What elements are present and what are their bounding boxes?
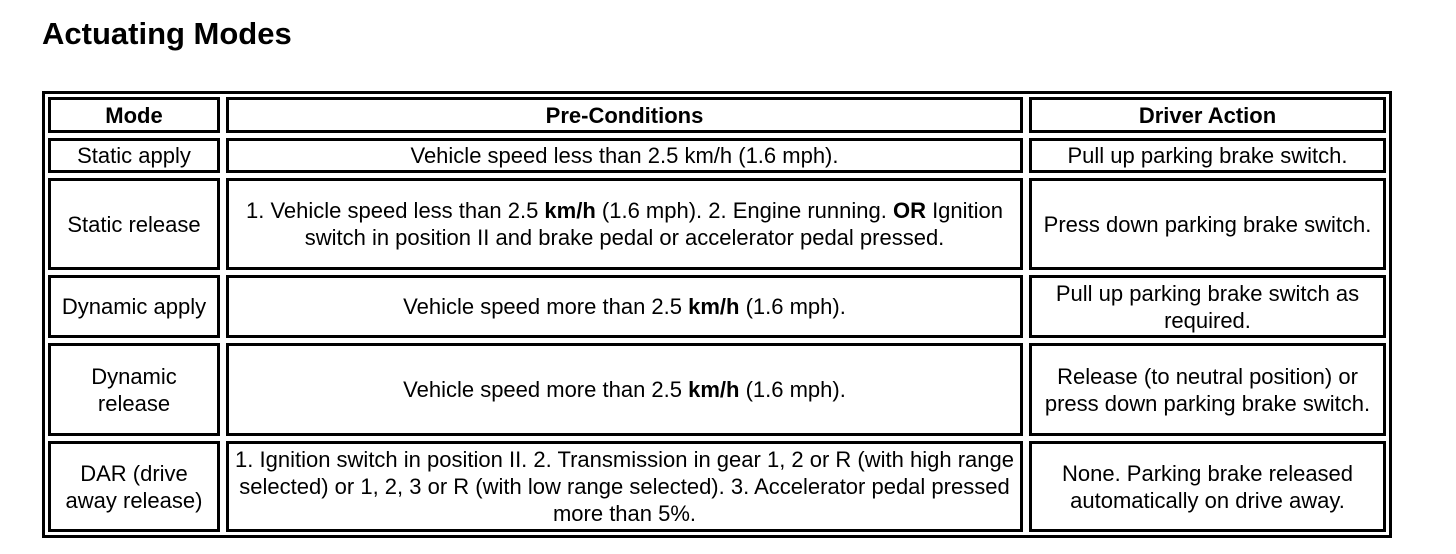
mode-cell: Dynamic release	[48, 343, 220, 436]
mode-cell: Static release	[48, 178, 220, 270]
or-text: OR	[892, 198, 926, 223]
pre-conditions-text: Vehicle speed more than 2.5	[403, 294, 689, 319]
header-driver-action: Driver Action	[1029, 97, 1386, 133]
pre-conditions-text: Vehicle speed more than 2.5	[403, 377, 689, 402]
pre-conditions-cell	[226, 275, 1023, 338]
driver-action-cell: Release (to neutral position) or press down parking brake switch.	[1029, 343, 1386, 436]
table-row	[48, 441, 1386, 532]
pre-conditions-text: (1.6 mph).	[739, 294, 846, 319]
pre-conditions-cell: 1. Ignition switch in position II. 2. Transmission in gear 1, 2 or R (with high range selected) or 1, 2, 3 or R (with low range selected). 3. Accelerator pedal pressed more than 5%.	[226, 441, 1023, 532]
mode-cell: Dynamic apply	[48, 275, 220, 338]
table-header-row	[48, 97, 1386, 133]
page-title: Actuating Modes	[42, 16, 292, 51]
pre-conditions-text: Ignition switch in position II and brake pedal or accelerator pedal pressed.	[304, 198, 1004, 250]
driver-action-cell: Pull up parking brake switch as required.	[1029, 275, 1386, 338]
pre-conditions-text: (1.6 mph). 2. Engine running.	[595, 198, 893, 223]
unit-text: km/h	[688, 294, 740, 319]
unit-text: km/h	[688, 377, 740, 402]
actuating-modes-table	[48, 97, 1386, 532]
table-row	[48, 178, 1386, 270]
pre-conditions-text: (1.6 mph).	[739, 377, 846, 402]
actuating-modes-table-frame	[42, 91, 1392, 538]
pre-conditions-cell: Vehicle speed less than 2.5 km/h (1.6 mph).	[226, 138, 1023, 173]
pre-conditions-text: 1. Vehicle speed less than 2.5	[245, 198, 545, 223]
mode-cell: DAR (drive away release)	[48, 441, 220, 532]
pre-conditions-cell	[226, 178, 1023, 270]
driver-action-cell: Press down parking brake switch.	[1029, 178, 1386, 270]
header-mode: Mode	[48, 97, 220, 133]
driver-action-cell: None. Parking brake released automatically on drive away.	[1029, 441, 1386, 532]
table-row	[48, 343, 1386, 436]
table-row	[48, 275, 1386, 338]
pre-conditions-cell	[226, 343, 1023, 436]
mode-cell: Static apply	[48, 138, 220, 173]
unit-text: km/h	[544, 198, 596, 223]
driver-action-cell: Pull up parking brake switch.	[1029, 138, 1386, 173]
header-pre-conditions: Pre-Conditions	[226, 97, 1023, 133]
table-row	[48, 138, 1386, 173]
